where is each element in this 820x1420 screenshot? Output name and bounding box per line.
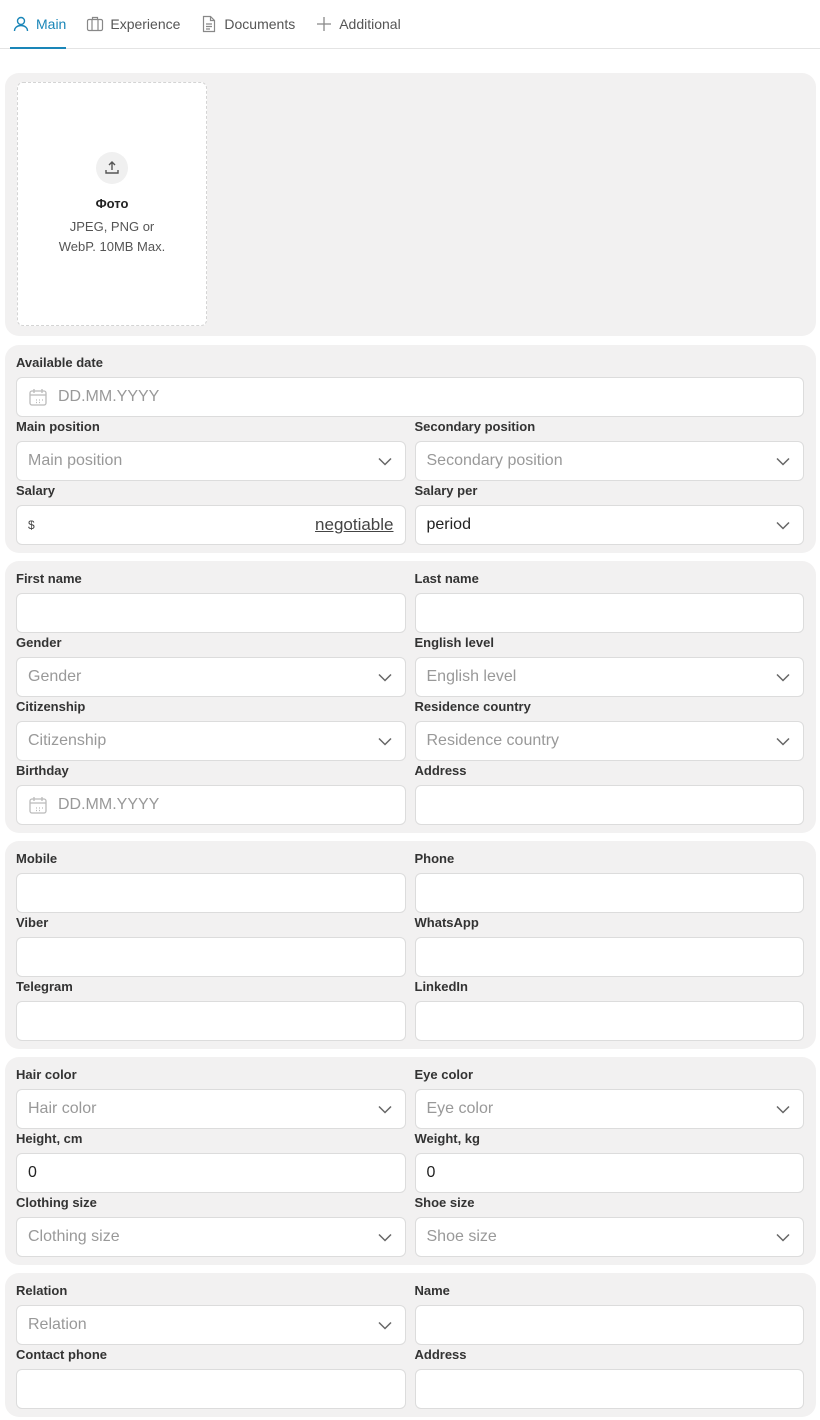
first-name-input[interactable] (16, 593, 406, 633)
eye-color-field (415, 1065, 805, 1129)
form-row (16, 1065, 804, 1129)
mobile-field (16, 849, 406, 913)
hair-color-value: Hair color (28, 1100, 97, 1117)
height-cm-input[interactable] (16, 1153, 406, 1193)
negotiable-link[interactable]: negotiable (315, 515, 394, 534)
whatsapp-input[interactable] (415, 937, 805, 977)
weight-kg-value: 0 (426, 1164, 436, 1181)
main-position-field (16, 417, 406, 481)
citizenship-value: Citizenship (28, 732, 107, 749)
main-position-select[interactable] (16, 441, 406, 481)
phone-field (415, 849, 805, 913)
shoe-size-value: Shoe size (426, 1228, 497, 1245)
salary-label: Salary (16, 483, 56, 498)
form-row (16, 1193, 804, 1257)
main-position-label: Main position (16, 419, 100, 434)
name-input[interactable] (415, 1305, 805, 1345)
telegram-label: Telegram (16, 979, 73, 994)
currency-symbol: $ (28, 518, 35, 532)
tab-experience[interactable] (86, 0, 180, 48)
clothing-size-label: Clothing size (16, 1195, 97, 1210)
birthday-input[interactable] (16, 785, 406, 825)
name-label: Name (414, 1283, 450, 1298)
form-section (5, 345, 816, 553)
linkedin-input[interactable] (415, 1001, 805, 1041)
english-level-select[interactable] (415, 657, 805, 697)
hair-color-select[interactable] (16, 1089, 406, 1129)
tab-additional[interactable] (315, 0, 401, 48)
relation-select[interactable] (16, 1305, 406, 1345)
residence-country-value: Residence country (426, 732, 560, 749)
salary-per-label: Salary per (414, 483, 478, 498)
shoe-size-select[interactable] (415, 1217, 805, 1257)
birthday-label: Birthday (16, 763, 69, 778)
height-cm-label: Height, cm (16, 1131, 83, 1146)
gender-field (16, 633, 406, 697)
address-input[interactable] (415, 1369, 805, 1409)
clothing-size-select[interactable] (16, 1217, 406, 1257)
address-field (415, 1345, 805, 1409)
chevron-down-icon (774, 1100, 792, 1118)
chevron-down-icon (774, 452, 792, 470)
contact-phone-field (16, 1345, 406, 1409)
weight-kg-input[interactable] (415, 1153, 805, 1193)
photo-upload[interactable] (17, 82, 207, 326)
citizenship-label: Citizenship (16, 699, 86, 714)
salary-input[interactable] (16, 505, 406, 545)
phone-label: Phone (414, 851, 455, 866)
form-row (16, 1281, 804, 1345)
calendar-icon (28, 387, 48, 407)
form-row (16, 633, 804, 697)
hair-color-label: Hair color (16, 1067, 77, 1082)
mobile-input[interactable] (16, 873, 406, 913)
tab-label: Additional (339, 16, 401, 32)
available-date-field (16, 353, 804, 417)
eye-color-label: Eye color (414, 1067, 474, 1082)
linkedin-field (415, 977, 805, 1041)
shoe-size-field (415, 1193, 805, 1257)
residence-country-select[interactable] (415, 721, 805, 761)
chevron-down-icon (376, 732, 394, 750)
relation-value: Relation (28, 1316, 87, 1333)
citizenship-select[interactable] (16, 721, 406, 761)
whatsapp-field (415, 913, 805, 977)
gender-label: Gender (16, 635, 62, 650)
plus-icon (315, 15, 333, 33)
form-row (16, 849, 804, 913)
form-section (5, 561, 816, 833)
salary-per-field (415, 481, 805, 545)
available-date-placeholder: DD.MM.YYYY (58, 388, 160, 405)
tab-bar (0, 0, 820, 49)
relation-field (16, 1281, 406, 1345)
form-row (16, 761, 804, 825)
form-row (16, 481, 804, 545)
shoe-size-label: Shoe size (414, 1195, 475, 1210)
address-field (415, 761, 805, 825)
chevron-down-icon (376, 1100, 394, 1118)
available-date-label: Available date (16, 355, 103, 370)
birthday-placeholder: DD.MM.YYYY (58, 796, 160, 813)
telegram-input[interactable] (16, 1001, 406, 1041)
upload-icon (96, 152, 128, 184)
relation-label: Relation (16, 1283, 68, 1298)
tab-documents[interactable] (200, 0, 295, 48)
form-row (16, 1129, 804, 1193)
english-level-field (415, 633, 805, 697)
photo-title: Фото (95, 195, 129, 211)
weight-kg-label: Weight, kg (414, 1131, 480, 1146)
secondary-position-label: Secondary position (414, 419, 536, 434)
document-icon (200, 15, 218, 33)
secondary-position-field (415, 417, 805, 481)
contact-phone-input[interactable] (16, 1369, 406, 1409)
viber-input[interactable] (16, 937, 406, 977)
last-name-label: Last name (414, 571, 479, 586)
salary-per-select[interactable] (415, 505, 805, 545)
citizenship-field (16, 697, 406, 761)
photo-hint: JPEG, PNG or WebP. 10MB Max. (58, 218, 166, 254)
birthday-field (16, 761, 406, 825)
first-name-field (16, 569, 406, 633)
address-label: Address (414, 1347, 467, 1362)
photo-section (5, 73, 816, 336)
last-name-field (415, 569, 805, 633)
phone-input[interactable] (415, 873, 805, 913)
whatsapp-label: WhatsApp (414, 915, 479, 930)
tab-label: Experience (110, 16, 181, 32)
chevron-down-icon (774, 668, 792, 686)
address-input[interactable] (415, 785, 805, 825)
tab-label: Main (36, 16, 67, 32)
tab-main[interactable] (12, 0, 66, 48)
form-row (16, 913, 804, 977)
eye-color-value: Eye color (426, 1100, 494, 1117)
hair-color-field (16, 1065, 406, 1129)
address-label: Address (414, 763, 467, 778)
clothing-size-value: Clothing size (28, 1228, 120, 1245)
mobile-label: Mobile (16, 851, 58, 866)
gender-select[interactable] (16, 657, 406, 697)
chevron-down-icon (376, 1316, 394, 1334)
form-section (5, 841, 816, 1049)
user-icon (12, 15, 30, 33)
form-row (16, 569, 804, 633)
salary-field (16, 481, 406, 545)
secondary-position-select[interactable] (415, 441, 805, 481)
chevron-down-icon (376, 668, 394, 686)
form-row (16, 417, 804, 481)
gender-value: Gender (28, 668, 82, 685)
form-row (16, 977, 804, 1041)
residence-country-field (415, 697, 805, 761)
name-field (415, 1281, 805, 1345)
height-cm-field (16, 1129, 406, 1193)
weight-kg-field (415, 1129, 805, 1193)
telegram-field (16, 977, 406, 1041)
form-section (5, 1273, 816, 1417)
form-section (5, 1057, 816, 1265)
chevron-down-icon (774, 732, 792, 750)
english-level-value: English level (426, 668, 517, 685)
main-position-value: Main position (28, 452, 123, 469)
calendar-icon (28, 795, 48, 815)
form-row (16, 353, 804, 417)
form-row (16, 1345, 804, 1409)
viber-label: Viber (16, 915, 49, 930)
last-name-input[interactable] (415, 593, 805, 633)
salary-per-value: period (426, 516, 471, 533)
eye-color-select[interactable] (415, 1089, 805, 1129)
tab-label: Documents (224, 16, 296, 32)
height-cm-value: 0 (28, 1164, 37, 1181)
chevron-down-icon (774, 1228, 792, 1246)
secondary-position-value: Secondary position (426, 452, 563, 469)
chevron-down-icon (376, 1228, 394, 1246)
contact-phone-label: Contact phone (16, 1347, 107, 1362)
briefcase-icon (86, 15, 104, 33)
available-date-input[interactable] (16, 377, 804, 417)
first-name-label: First name (16, 571, 82, 586)
clothing-size-field (16, 1193, 406, 1257)
residence-country-label: Residence country (414, 699, 531, 714)
english-level-label: English level (414, 635, 494, 650)
chevron-down-icon (376, 452, 394, 470)
linkedin-label: LinkedIn (414, 979, 468, 994)
viber-field (16, 913, 406, 977)
form-row (16, 697, 804, 761)
chevron-down-icon (774, 516, 792, 534)
